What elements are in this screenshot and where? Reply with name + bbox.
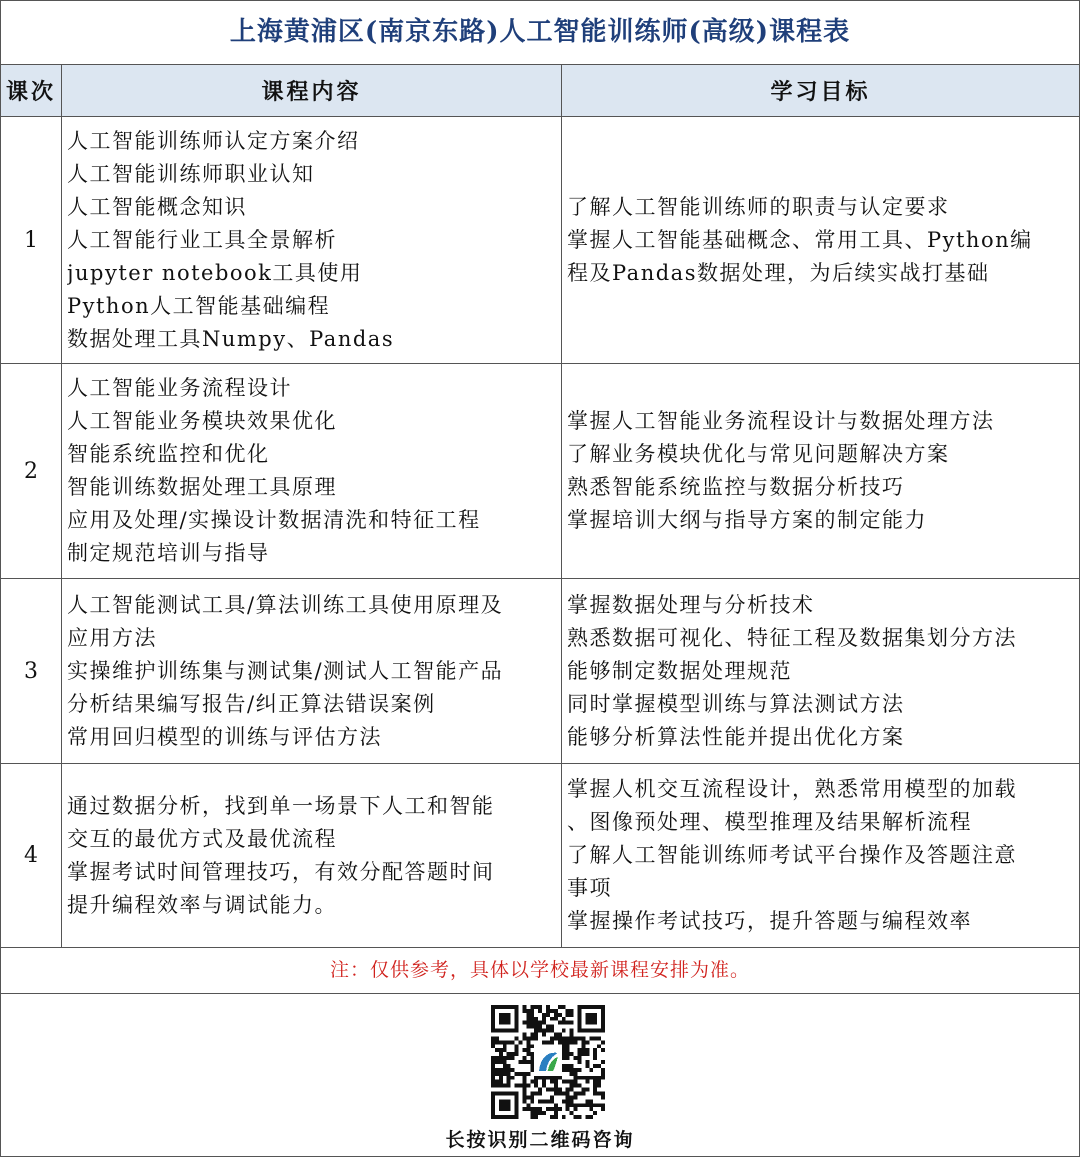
disclaimer-note: 注：仅供参考，具体以学校最新课程安排为准。: [329, 959, 750, 981]
content-line: 常用回归模型的训练与评估方法: [67, 724, 382, 749]
course-content-cell: [67, 579, 557, 763]
content-line: 交互的最优方式及最优流程: [67, 826, 337, 851]
goal-line: 掌握人工智能基础概念、常用工具、Python编: [567, 227, 1033, 252]
content-line: jupyter notebook工具使用: [67, 260, 363, 285]
content-line: 人工智能业务流程设计: [67, 376, 292, 400]
content-line: 人工智能行业工具全景解析: [67, 227, 337, 252]
goal-line: 能够分析算法性能并提出优化方案: [567, 724, 905, 749]
course-content-cell: [67, 764, 557, 947]
goal-line: 掌握人机交互流程设计，熟悉常用模型的加载: [567, 777, 1017, 801]
learning-goals-cell: [567, 364, 1075, 578]
goal-line: 熟悉数据可视化、特征工程及数据集划分方法: [567, 625, 1017, 650]
content-line: 通过数据分析，找到单一场景下人工和智能: [67, 793, 495, 818]
content-line: 智能系统监控和优化: [67, 442, 270, 466]
goal-line: 掌握数据处理与分析技术: [567, 592, 815, 617]
header-lesson: 课次: [1, 65, 61, 117]
learning-goals-cell: [567, 579, 1075, 763]
course-content-cell: [67, 364, 557, 578]
content-line: 人工智能训练师认定方案介绍: [67, 128, 360, 153]
goal-line: 掌握人工智能业务流程设计与数据处理方法: [567, 409, 995, 433]
content-line: 应用方法: [67, 625, 157, 650]
learning-goals-cell: [567, 117, 1075, 363]
row-divider: [1, 993, 1079, 994]
learning-goals-cell: [567, 764, 1075, 947]
content-line: 智能训练数据处理工具原理: [67, 475, 337, 499]
lesson-number: 2: [24, 458, 38, 484]
goal-line: 了解人工智能训练师考试平台操作及答题注意: [567, 843, 1017, 867]
goal-line: 了解业务模块优化与常见问题解决方案: [567, 442, 950, 466]
goal-line: 掌握培训大纲与指导方案的制定能力: [567, 508, 927, 532]
page-title: 上海黄浦区(南京东路)人工智能训练师(高级)课程表: [1, 1, 1079, 65]
content-line: 人工智能测试工具/算法训练工具使用原理及: [67, 592, 504, 617]
qr-code-icon[interactable]: [491, 1005, 605, 1119]
goal-line: 事项: [567, 876, 612, 900]
content-line: 人工智能训练师职业认知: [67, 161, 315, 186]
goal-line: 熟悉智能系统监控与数据分析技巧: [567, 475, 905, 499]
content-line: 提升编程效率与调试能力。: [67, 892, 337, 917]
goal-line: 同时掌握模型训练与算法测试方法: [567, 691, 905, 716]
goal-line: 程及Pandas数据处理，为后续实战打基础: [567, 260, 990, 285]
header-content: 课程内容: [62, 65, 561, 117]
content-line: 数据处理工具Numpy、Pandas: [67, 326, 395, 351]
header-goals: 学习目标: [562, 65, 1079, 117]
content-line: 分析结果编写报告/纠正算法错误案例: [67, 691, 436, 716]
content-line: 应用及处理/实操设计数据清洗和特征工程: [67, 508, 481, 532]
goal-line: 了解人工智能训练师的职责与认定要求: [567, 194, 950, 219]
grid-line: [561, 65, 562, 947]
content-line: 人工智能业务模块效果优化: [67, 409, 337, 433]
lesson-number: 4: [24, 843, 38, 868]
content-line: 人工智能概念知识: [67, 194, 247, 219]
content-line: 掌握考试时间管理技巧，有效分配答题时间: [67, 859, 495, 884]
content-line: Python人工智能基础编程: [67, 293, 331, 318]
course-content-cell: [67, 117, 557, 363]
goal-line: 、图像预处理、模型推理及结果解析流程: [567, 810, 972, 834]
lesson-number: 3: [24, 658, 38, 684]
goal-line: 能够制定数据处理规范: [567, 658, 792, 683]
content-line: 实操维护训练集与测试集/测试人工智能产品: [67, 658, 504, 683]
goal-line: 掌握操作考试技巧，提升答题与编程效率: [567, 909, 972, 933]
lesson-number: 1: [24, 227, 38, 253]
content-line: 制定规范培训与指导: [67, 541, 270, 565]
qr-caption: 长按识别二维码咨询: [445, 1129, 635, 1151]
grid-line: [61, 65, 62, 947]
